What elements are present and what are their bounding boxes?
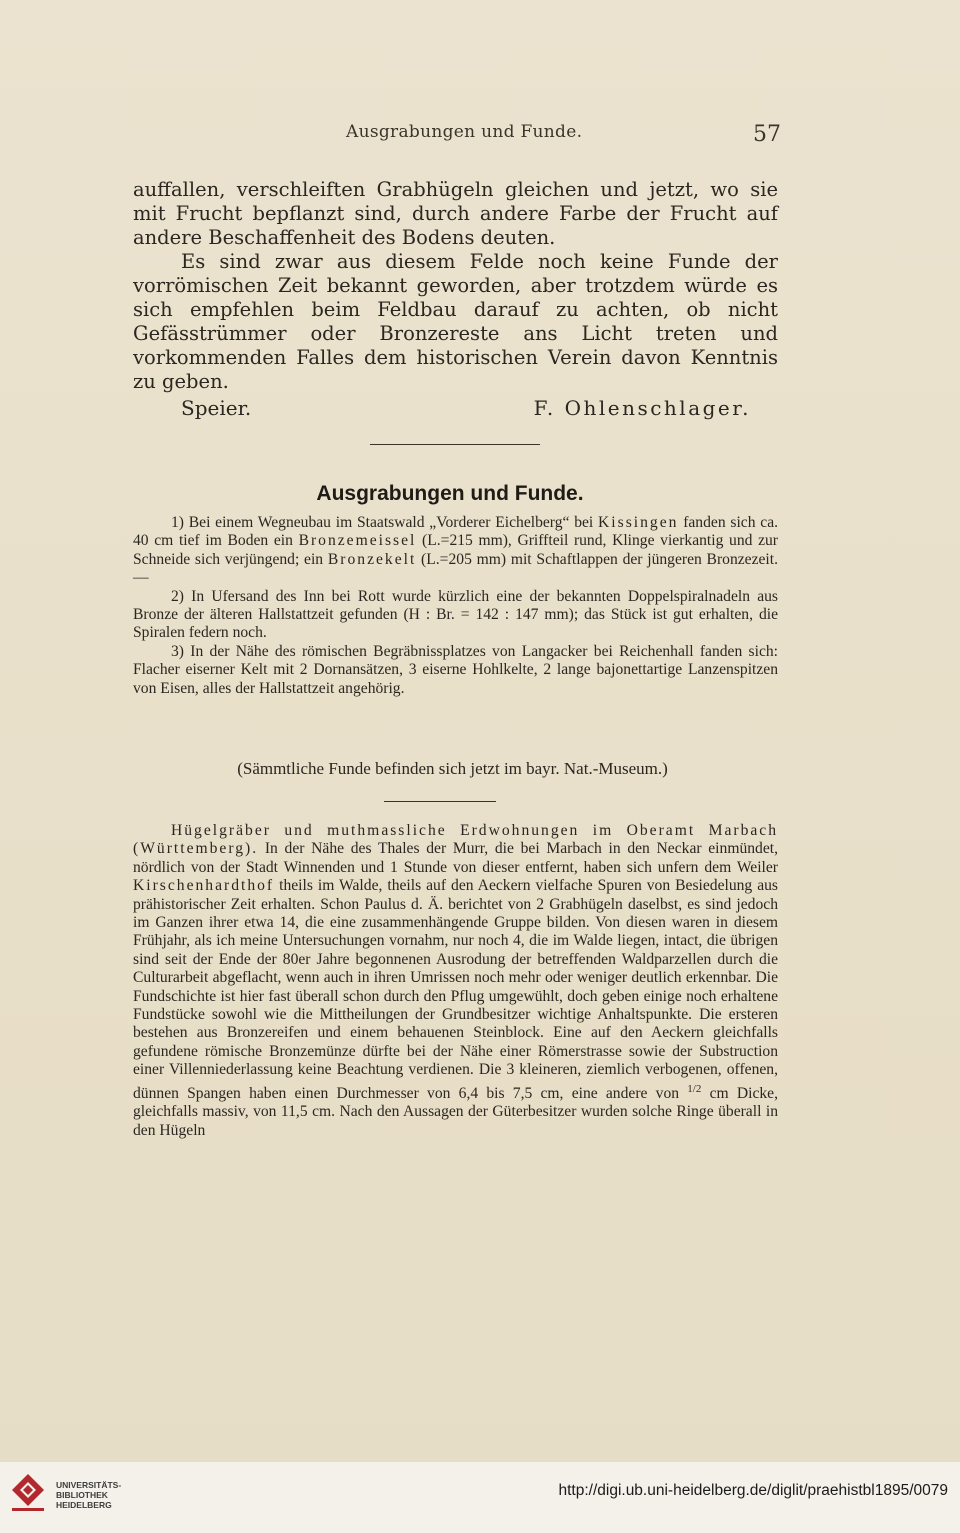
signature-author: F. Ohlenschlager. [533, 396, 751, 420]
mounds-article [133, 822, 778, 1140]
university-logo-text: UNIVERSITÄTS- BIBLIOTHEK HEIDELBERG [56, 1480, 122, 1510]
article-heading: Hügelgräber und muthmassliche Erdwohnungen im Oberamt Marbach (Württemberg). [133, 822, 778, 858]
section-title: Ausgrabungen und Funde. [316, 482, 584, 505]
find-term: Bronzekelt [327, 550, 417, 568]
intro-text [133, 178, 778, 394]
intro-paragraph-2: Es sind zwar aus diesem Felde noch keine Funde der vorrömischen Zeit bekannt geworden, aber trotzdem würde es sich empfehlen beim Feldbau darauf zu achten, ob nicht Gefässtrümmer oder Bronzereste ans Licht treten und vorkommenden Falles dem historischen Verein davon Kenntnis zu geben. [133, 250, 778, 393]
find-item-1: 1) Bei einem Wegneubau im Staatswald „Vorderer Eichelberg“ bei Kissingen fanden sich ca. 40 cm tief im Boden ein Bronzemeissel (L.=215 mm), Griffteil rund, Klinge vierkantig und zur Schneide sich verjüngend; ein Bronzekelt (L.=205 mm) mit Schaftlappen der jüngeren Bronzezeit. — [133, 514, 779, 587]
find-item-3: 3) In der Nähe des römischen Begräbnissplatzes von Langacker bei Reichenhall fanden sich: Flacher eiserner Kelt mit 2 Dornansätzen, 3 eiserne Hohlkelte, 2 lange bajonettartige Lanzenspitzen von Eisen, alles der Hallstattzeit angehörig. [133, 642, 778, 697]
find-term: Bronzemeissel [298, 532, 417, 550]
signature-line [181, 396, 751, 420]
place-name: Kissingen [598, 514, 679, 531]
library-logo-icon [8, 1470, 50, 1514]
source-url-link[interactable]: http://digi.ub.uni-heidelberg.de/diglit/praehistbl1895/0079 [558, 1482, 948, 1499]
university-logo[interactable] [8, 1470, 50, 1514]
section-divider [384, 801, 496, 802]
running-title: Ausgrabungen und Funde. [346, 122, 583, 142]
find-item-2: 2) In Ufersand des Inn bei Rott wurde kürzlich eine der bekannten Doppelspiralnadeln aus Bronze der älteren Hallstattzeit gefunden (H : Br. = 142 : 147 mm); das Stück ist gut erhalten, die Spiralen federn noch. [133, 587, 778, 642]
page-number: 57 [753, 122, 781, 147]
signature-place: Speier. [181, 396, 252, 420]
place-name: Kirschenhardthof [133, 877, 275, 895]
footer-bar [0, 1462, 960, 1533]
mounds-paragraph: Hügelgräber und muthmassliche Erdwohnungen im Oberamt Marbach (Württemberg). In der Nähe des Thales der Murr, die bei Marbach in den Neckar einmündet, nördlich von der Stadt Winnenden und 1 Stunde von dieser entfernt, haben sich unfern dem Weiler Kirschenhardthof theils im Walde, theils auf den Aeckern vielfache Spuren von Besiedelung aus prähistorischer Zeit erhalten. Schon Paulus d. Ä. berichtet von 2 Grabhügeln daselbst, es sind jedoch im Ganzen ihrer etwa 14, die eine zusammenhängende Gruppe bilden. Von diesen waren in diesem Frühjahr, als ich meine Untersuchungen vornahm, nur noch 4, die im Walde liegen, intact, die übrigen sind seit der Ende der 80er Jahre begonnenen Ausrodung der betreffenden Waldparzellen durch die Culturarbeit abgeflacht, wenn auch in ihren Umrissen noch mehr oder weniger deutlich erkennbar. Die Fundschichte ist hier fast überall schon durch den Pflug umgewühlt, doch geben einige noch erhaltene Fundstücke sowohl wie die Mittheilungen der Grundbesitzer wichtige Anhaltspunkte. Die ersteren bestehen aus Bronzereifen und einem behauenen Steinblock. Eine auf den Aeckern gleichfalls gefundene römische Bronzemünze dürfte bei der Nähe einer Römerstrasse sowie der Substruction einer Villenniederlassung keine Beachtung verdienen. Die 3 kleineren, ziemlich verbogenen, offenen, dünnen Spangen haben einen Durchmesser von 6,4 bis 7,5 cm, eine andere von $^{1/2}$ cm Dicke, gleichfalls massiv, von 11,5 cm. Nach den Aussagen der Güterbesitzer wurden solche Ringe überall in den Hügeln [133, 822, 778, 1139]
fraction: 1/2 [687, 1082, 702, 1095]
section-divider [370, 444, 540, 445]
museum-note: (Sämmtliche Funde befinden sich jetzt im bayr. Nat.-Museum.) [237, 759, 668, 778]
finds-list [133, 514, 778, 698]
intro-paragraph-1: auffallen, verschleiften Grabhügeln gleichen und jetzt, wo sie mit Frucht bepflanzt sind, durch andere Farbe der Frucht auf andere Beschaffenheit des Bodens deuten. [133, 178, 778, 249]
